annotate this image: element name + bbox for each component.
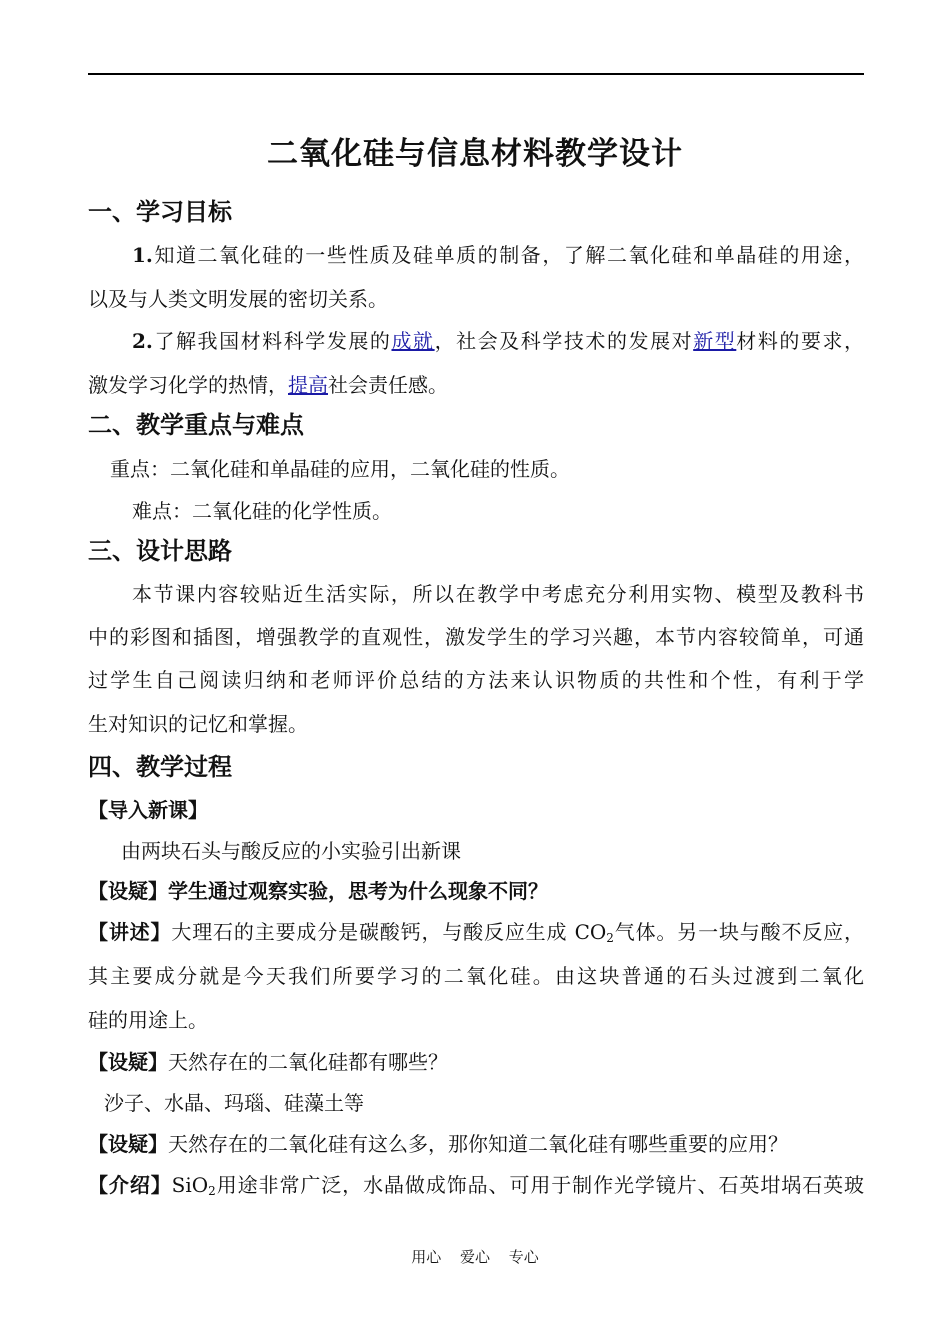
objective-1-number: 1. bbox=[132, 243, 153, 267]
question-1-tag: 【设疑】 bbox=[88, 879, 168, 903]
objective-2-text-a: 了解我国材料科学发展的 bbox=[152, 329, 392, 353]
section2-heading: 二、教学重点与难点 bbox=[88, 411, 304, 439]
link-improve[interactable]: 提高 bbox=[288, 373, 328, 397]
key-point: 重点：二氧化硅和单晶硅的应用，二氧化硅的性质。 bbox=[110, 457, 570, 481]
section1-heading: 一、学习目标 bbox=[88, 198, 232, 226]
difficulty: 难点：二氧化硅的化学性质。 bbox=[132, 499, 392, 523]
design-line3: 过学生自己阅读归纳和老师评价总结的方法来认识物质的共性和个性，有利于学 bbox=[88, 668, 864, 692]
sio2-subscript: 2 bbox=[208, 1184, 216, 1198]
introduction-tag: 【介绍】 bbox=[88, 1173, 172, 1197]
narration-line1 bbox=[88, 917, 864, 947]
design-line4: 生对知识的记忆和掌握。 bbox=[88, 712, 308, 736]
narration-line3: 硅的用途上。 bbox=[88, 1008, 208, 1032]
co2-subscript: 2 bbox=[606, 931, 614, 945]
question-3 bbox=[88, 1129, 864, 1159]
objective-2-text-b: ，社会及科学技术的发展对 bbox=[434, 329, 694, 353]
objective-2-text-c: 材料的要求， bbox=[736, 329, 865, 353]
question-3-tag: 【设疑】 bbox=[88, 1132, 168, 1156]
design-line2: 中的彩图和插图，增强教学的直观性，激发学生的学习兴趣，本节内容较简单，可通 bbox=[88, 625, 864, 649]
introduction-text-a: SiO bbox=[171, 1173, 209, 1197]
page-footer: 用心 爱心 专心 bbox=[411, 1248, 539, 1266]
answer-2: 沙子、水晶、玛瑙、硅藻土等 bbox=[104, 1091, 364, 1115]
objective-1-text: 知道二氧化硅的一些性质及硅单质的制备，了解二氧化硅和单晶硅的用途， bbox=[152, 243, 864, 267]
introduction-text-b: 用途非常广泛，水晶做成饰品、可用于制作光学镜片、石英坩埚石英玻 bbox=[215, 1173, 865, 1197]
document-title: 二氧化硅与信息材料教学设计 bbox=[267, 136, 683, 172]
narration-line2: 其主要成分就是今天我们所要学习的二氧化硅。由这块普通的石头过渡到二氧化 bbox=[88, 964, 864, 988]
question-1 bbox=[88, 876, 864, 906]
objective-1-line2: 以及与人类文明发展的密切关系。 bbox=[88, 287, 388, 311]
narration-text-a: 大理石的主要成分是碳酸钙，与酸反应生成 CO bbox=[171, 920, 607, 944]
link-achievement[interactable]: 成就 bbox=[391, 329, 435, 353]
objective-2-number: 2. bbox=[132, 329, 153, 353]
intro-text: 由两块石头与酸反应的小实验引出新课 bbox=[121, 839, 461, 863]
objective-2-text-e: 社会责任感。 bbox=[328, 373, 448, 397]
objective-2-line1 bbox=[88, 326, 864, 356]
question-3-text: 天然存在的二氧化硅有这么多，那你知道二氧化硅有哪些重要的应用？ bbox=[168, 1132, 788, 1156]
design-line1: 本节课内容较贴近生活实际，所以在教学中考虑充分利用实物、模型及教科书 bbox=[132, 582, 864, 606]
narration-tag: 【讲述】 bbox=[88, 920, 172, 944]
question-2-tag: 【设疑】 bbox=[88, 1050, 168, 1074]
objective-1-line1 bbox=[88, 240, 864, 270]
narration-text-b: 气体。另一块与酸不反应， bbox=[613, 920, 865, 944]
section3-heading: 三、设计思路 bbox=[88, 537, 232, 565]
question-1-text: 学生通过观察实验，思考为什么现象不同？ bbox=[168, 879, 548, 903]
introduction-line1 bbox=[88, 1170, 864, 1200]
header-rule bbox=[88, 73, 864, 75]
question-2 bbox=[88, 1047, 864, 1077]
link-new-type[interactable]: 新型 bbox=[693, 329, 737, 353]
objective-2-line2 bbox=[88, 370, 864, 400]
objective-2-text-d: 激发学习化学的热情， bbox=[88, 373, 288, 397]
section4-heading: 四、教学过程 bbox=[88, 753, 232, 781]
intro-tag: 【导入新课】 bbox=[88, 798, 208, 822]
question-2-text: 天然存在的二氧化硅都有哪些？ bbox=[168, 1050, 448, 1074]
